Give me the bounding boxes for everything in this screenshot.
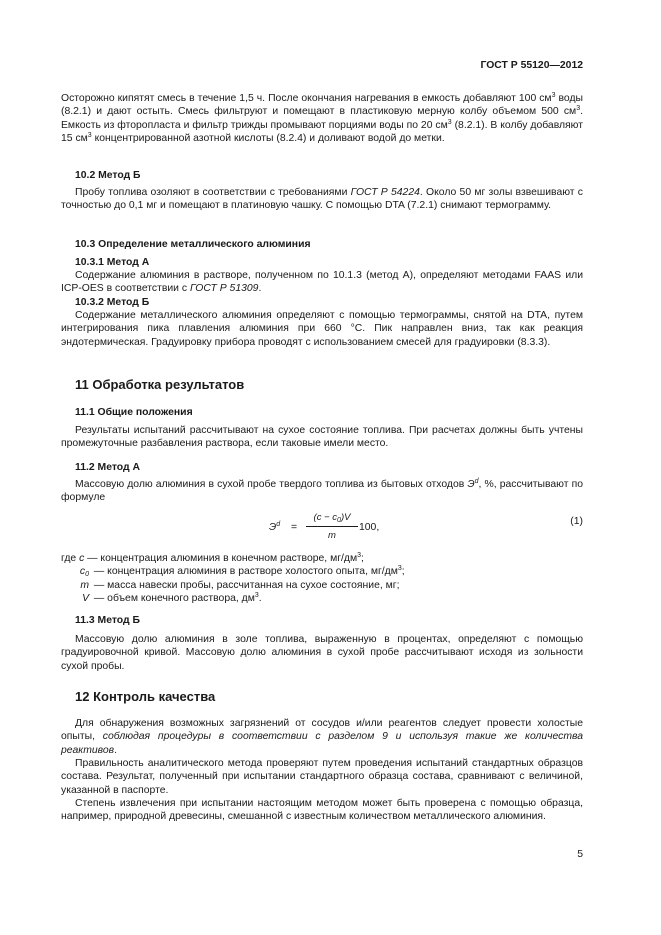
formula-lhs: $Э^d$: [269, 521, 281, 533]
section-10-3-1-heading: 10.3.1 Метод А: [75, 257, 150, 268]
page-number: 5: [577, 849, 583, 860]
section-11-3-paragraph: Массовую долю алюминия в золе топлива, выраженную в процентах, определяют с помощью градуировочной кривой. Массовую долю алюминия в сухой пробе рассчитывают исходя из зольности сухой пробы.: [61, 634, 583, 672]
formula-equals: =: [291, 522, 298, 533]
section-10-3-2-paragraph: Содержание металлического алюминия определяют с помощью термограммы, снятой на DTA, путем интегрирования пика плавления алюминия при 660 °С. Пик направлен вниз, так как реакция эндотермическая. Градуировку прибора проводят с использованием смесей для градуировки (8.3.3).: [61, 310, 583, 348]
section-11-1-heading: 11.1 Общие положения: [75, 407, 193, 418]
section-11-heading: 11 Обработка результатов: [75, 377, 245, 392]
variable-definitions: [61, 552, 583, 605]
formula-numerator: $(c - c_0)V$: [313, 512, 351, 524]
section-11-2-paragraph: Массовую долю алюминия в сухой пробе твердого топлива из бытовых отходов $Э^d$, %, рассчитывают по формуле: [61, 478, 583, 504]
definition-row: m — масса навески пробы, рассчитанная на сухое состояние, мг;: [80, 579, 400, 591]
section-10-3-1-paragraph: Содержание алюминия в растворе, полученном по 10.1.3 (метод А), определяют методами FAAS или ICP-OES в соответствии с ГОСТ Р 51309.: [61, 270, 583, 295]
section-10-3-heading: 10.3 Определение металлического алюминия: [75, 239, 311, 250]
section-10-2-heading: 10.2 Метод Б: [75, 170, 141, 181]
formula-number: (1): [570, 516, 583, 527]
section-11-3-heading: 11.3 Метод Б: [75, 615, 140, 626]
section-10-2-paragraph: Пробу топлива озоляют в соответствии с требованиями ГОСТ Р 54224. Около 50 мг золы взвешивают с точностью до 0,1 мг и помещают в платиновую чашку. С помощью DTA (7.2.1) снимают термограмму.: [61, 187, 583, 212]
document-page: [61, 0, 583, 935]
section-12-heading: 12 Контроль качества: [75, 689, 216, 704]
section-11-1-paragraph: Результаты испытаний рассчитывают на сухое состояние топлива. При расчетах должны быть учтены промежуточные разбавления раствора, если таковые имели место.: [61, 425, 583, 450]
definition-row: $c_0$ — концентрация алюминия в растворе холостого опыта, $мг/дм^3$;: [79, 565, 405, 579]
formula-tail: 100,: [359, 522, 380, 533]
formula-1: [61, 511, 583, 543]
section-12-paragraph-2: Правильность аналитического метода проверяют путем проведения испытаний стандартных образцов состава. Результат, полученный при испытании стандартного образца состава, сравнивают с величиной, указанной в паспорте.: [61, 758, 583, 796]
section-12-paragraph-1: Для обнаружения возможных загрязнений от сосудов и/или реагентов следует провести холостые опыты, соблюдая процедуры в соответствии с разделом 9 и используя такие же количества реактивов.: [61, 718, 583, 756]
definition-row: V — объем конечного раствора, $дм^3$.: [82, 591, 262, 604]
standard-header: ГОСТ Р 55120—2012: [480, 60, 583, 71]
formula-fraction-bar: [306, 526, 358, 527]
intro-paragraph: Осторожно кипятят смесь в течение 1,5 ч. После окончания нагревания в емкость добавляют 100 $см^3$ воды (8.2.1) и дают остыть. Смесь фильтруют и помещают в пластиковую мерную колбу объемом 500 $см^3$. Емкость из фторопласта и фильтр трижды промывают порциями воды по 20 $см^3$ (8.2.1). В колбу добавляют 15 $см^3$ концентрированной азотной кислоты (8.2.4) и доливают водой до метки.: [61, 92, 584, 144]
section-12-paragraph-3: Степень извлечения при испытании настоящим методом может быть проверена с помощью образца, например, природной древесины, смешанной с известным количеством металлического алюминия.: [61, 798, 583, 823]
formula-denominator: m: [328, 530, 336, 542]
section-11-2-heading: 11.2 Метод А: [75, 462, 140, 473]
formula-fraction: [306, 511, 358, 543]
definition-row: где c — концентрация алюминия в конечном растворе, $мг/дм^3$;: [61, 552, 364, 564]
section-10-3-2-heading: 10.3.2 Метод Б: [75, 297, 150, 308]
